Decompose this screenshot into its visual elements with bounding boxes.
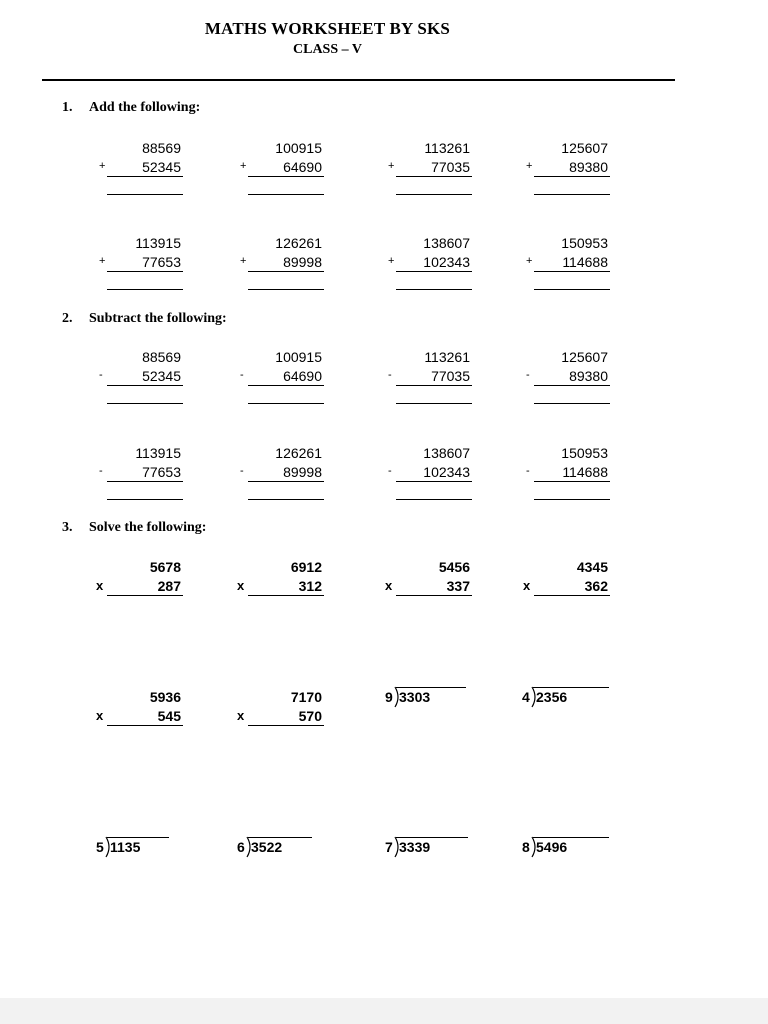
operator-sign: + bbox=[388, 255, 395, 267]
page-footer-strip bbox=[0, 998, 768, 1024]
division-problem bbox=[237, 836, 313, 860]
dividend: 3522 bbox=[251, 839, 283, 855]
division-bar bbox=[533, 837, 609, 838]
second-operand: 89998 bbox=[283, 464, 322, 480]
first-operand: 88569 bbox=[142, 140, 181, 156]
subtraction-problem bbox=[526, 349, 610, 409]
operator-sign: - bbox=[240, 369, 244, 381]
operator-sign: x bbox=[96, 708, 104, 723]
first-operand: 113261 bbox=[424, 349, 470, 365]
second-operand: 77035 bbox=[431, 159, 470, 175]
operand-underline bbox=[248, 481, 324, 482]
answer-line[interactable] bbox=[107, 289, 183, 290]
worksheet-subtitle: CLASS – V bbox=[293, 42, 362, 57]
second-operand: 337 bbox=[446, 578, 470, 594]
dividend: 3303 bbox=[399, 689, 431, 705]
divisor: 5 bbox=[96, 839, 104, 855]
operator-sign: - bbox=[388, 465, 392, 477]
operator-sign: - bbox=[388, 369, 392, 381]
second-operand: 77035 bbox=[431, 368, 470, 384]
operand-underline bbox=[107, 271, 183, 272]
division-problem bbox=[522, 686, 610, 710]
divisor: 8 bbox=[522, 839, 530, 855]
addition-problem bbox=[388, 140, 472, 200]
divisor: 7 bbox=[385, 839, 393, 855]
answer-line[interactable] bbox=[107, 194, 183, 195]
operator-sign: + bbox=[526, 160, 533, 172]
divisor: 6 bbox=[237, 839, 245, 855]
operand-underline bbox=[534, 176, 610, 177]
section-number: 3. bbox=[62, 520, 73, 535]
first-operand: 150953 bbox=[561, 235, 608, 251]
operator-sign: x bbox=[237, 578, 245, 593]
operator-sign: - bbox=[526, 465, 530, 477]
division-problem bbox=[522, 836, 610, 860]
answer-line[interactable] bbox=[534, 194, 610, 195]
addition-problem bbox=[526, 140, 610, 200]
division-bar bbox=[248, 837, 312, 838]
division-problem bbox=[96, 836, 170, 860]
first-operand: 150953 bbox=[561, 445, 608, 461]
answer-line[interactable] bbox=[534, 289, 610, 290]
subtraction-problem bbox=[99, 445, 183, 505]
multiplication-problem bbox=[96, 689, 183, 749]
section-heading-addition bbox=[62, 100, 200, 116]
operator-sign: - bbox=[240, 465, 244, 477]
operator-sign: x bbox=[385, 578, 393, 593]
second-operand: 64690 bbox=[283, 159, 322, 175]
division-problem bbox=[385, 686, 467, 710]
multiplication-problem bbox=[523, 559, 610, 619]
operand-underline bbox=[107, 725, 183, 726]
dividend: 3339 bbox=[399, 839, 431, 855]
multiplication-problem bbox=[237, 689, 324, 749]
operand-underline bbox=[248, 595, 324, 596]
subtraction-problem bbox=[240, 445, 324, 505]
multiplication-problem bbox=[237, 559, 324, 619]
operand-underline bbox=[396, 385, 472, 386]
header-divider bbox=[42, 79, 675, 81]
second-operand: 89998 bbox=[283, 254, 322, 270]
division-bar bbox=[396, 837, 468, 838]
operand-underline bbox=[107, 176, 183, 177]
first-operand: 125607 bbox=[561, 349, 608, 365]
answer-line[interactable] bbox=[248, 194, 324, 195]
first-operand: 138607 bbox=[423, 445, 470, 461]
second-operand: 312 bbox=[298, 578, 322, 594]
second-operand: 102343 bbox=[423, 464, 470, 480]
first-operand: 113915 bbox=[135, 235, 181, 251]
first-operand: 4345 bbox=[576, 559, 608, 575]
section-heading-subtraction bbox=[62, 311, 227, 327]
section-heading-solve bbox=[62, 520, 206, 536]
operator-sign: + bbox=[388, 160, 395, 172]
operator-sign: x bbox=[237, 708, 245, 723]
first-operand: 5456 bbox=[438, 559, 470, 575]
addition-problem bbox=[526, 235, 610, 295]
first-operand: 100915 bbox=[275, 140, 322, 156]
operand-underline bbox=[248, 385, 324, 386]
second-operand: 52345 bbox=[142, 368, 181, 384]
operand-underline bbox=[396, 595, 472, 596]
subtraction-problem bbox=[240, 349, 324, 409]
section-label: Subtract the following: bbox=[89, 311, 227, 326]
operator-sign: x bbox=[523, 578, 531, 593]
first-operand: 88569 bbox=[142, 349, 181, 365]
operator-sign: + bbox=[526, 255, 533, 267]
second-operand: 287 bbox=[157, 578, 181, 594]
second-operand: 89380 bbox=[569, 368, 608, 384]
second-operand: 77653 bbox=[142, 254, 181, 270]
first-operand: 113915 bbox=[135, 445, 181, 461]
first-operand: 113261 bbox=[424, 140, 470, 156]
first-operand: 6912 bbox=[290, 559, 322, 575]
answer-line[interactable] bbox=[396, 289, 472, 290]
second-operand: 114688 bbox=[562, 464, 608, 480]
answer-line[interactable] bbox=[396, 499, 472, 500]
operator-sign: - bbox=[99, 369, 103, 381]
second-operand: 102343 bbox=[423, 254, 470, 270]
subtraction-problem bbox=[388, 445, 472, 505]
answer-line[interactable] bbox=[396, 403, 472, 404]
operand-underline bbox=[534, 385, 610, 386]
answer-line[interactable] bbox=[107, 499, 183, 500]
first-operand: 5936 bbox=[149, 689, 181, 705]
operand-underline bbox=[248, 725, 324, 726]
answer-line[interactable] bbox=[248, 289, 324, 290]
operand-underline bbox=[248, 176, 324, 177]
section-number: 2. bbox=[62, 311, 73, 326]
operator-sign: + bbox=[240, 160, 247, 172]
multiplication-problem bbox=[96, 559, 183, 619]
second-operand: 77653 bbox=[142, 464, 181, 480]
answer-line[interactable] bbox=[534, 499, 610, 500]
first-operand: 5678 bbox=[149, 559, 181, 575]
operator-sign: + bbox=[240, 255, 247, 267]
worksheet-title: MATHS WORKSHEET BY SKS bbox=[204, 19, 451, 38]
operand-underline bbox=[107, 385, 183, 386]
operand-underline bbox=[534, 481, 610, 482]
first-operand: 100915 bbox=[275, 349, 322, 365]
division-bar bbox=[533, 687, 609, 688]
operand-underline bbox=[396, 271, 472, 272]
second-operand: 89380 bbox=[569, 159, 608, 175]
operand-underline bbox=[107, 481, 183, 482]
subtraction-problem bbox=[388, 349, 472, 409]
addition-problem bbox=[240, 140, 324, 200]
answer-line[interactable] bbox=[107, 403, 183, 404]
dividend: 2356 bbox=[536, 689, 568, 705]
section-label: Solve the following: bbox=[89, 520, 207, 535]
second-operand: 362 bbox=[584, 578, 608, 594]
divisor: 4 bbox=[522, 689, 530, 705]
answer-line[interactable] bbox=[534, 403, 610, 404]
addition-problem bbox=[240, 235, 324, 295]
second-operand: 570 bbox=[298, 708, 322, 724]
subtraction-problem bbox=[526, 445, 610, 505]
division-bar bbox=[396, 687, 466, 688]
second-operand: 114688 bbox=[562, 254, 608, 270]
addition-problem bbox=[99, 140, 183, 200]
multiplication-problem bbox=[385, 559, 472, 619]
subtraction-problem bbox=[99, 349, 183, 409]
operator-sign: - bbox=[526, 369, 530, 381]
operand-underline bbox=[534, 595, 610, 596]
second-operand: 64690 bbox=[283, 368, 322, 384]
second-operand: 52345 bbox=[142, 159, 181, 175]
divisor: 9 bbox=[385, 689, 393, 705]
dividend: 5496 bbox=[536, 839, 568, 855]
answer-line[interactable] bbox=[396, 194, 472, 195]
first-operand: 7170 bbox=[290, 689, 322, 705]
addition-problem bbox=[99, 235, 183, 295]
first-operand: 126261 bbox=[275, 445, 322, 461]
answer-line[interactable] bbox=[248, 499, 324, 500]
first-operand: 138607 bbox=[423, 235, 470, 251]
division-problem bbox=[385, 836, 469, 860]
answer-line[interactable] bbox=[248, 403, 324, 404]
operator-sign: + bbox=[99, 160, 106, 172]
operator-sign: x bbox=[96, 578, 104, 593]
second-operand: 545 bbox=[157, 708, 181, 724]
section-number: 1. bbox=[62, 100, 73, 115]
operand-underline bbox=[396, 176, 472, 177]
operator-sign: - bbox=[99, 465, 103, 477]
operand-underline bbox=[534, 271, 610, 272]
operator-sign: + bbox=[99, 255, 106, 267]
operand-underline bbox=[396, 481, 472, 482]
dividend: 1135 bbox=[110, 839, 141, 855]
addition-problem bbox=[388, 235, 472, 295]
division-bar bbox=[107, 837, 169, 838]
operand-underline bbox=[248, 271, 324, 272]
first-operand: 126261 bbox=[275, 235, 322, 251]
operand-underline bbox=[107, 595, 183, 596]
section-label: Add the following: bbox=[89, 100, 201, 115]
first-operand: 125607 bbox=[561, 140, 608, 156]
